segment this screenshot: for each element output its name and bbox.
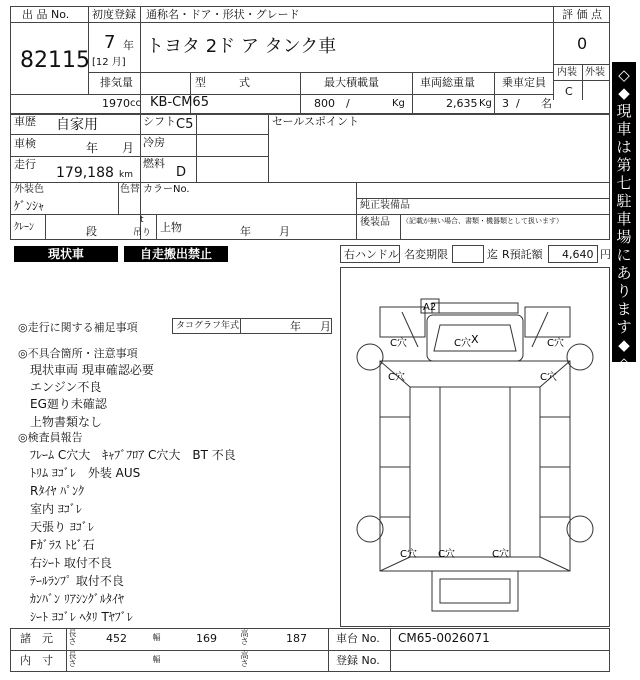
length-value: 452 [106,632,127,645]
model-label: 型 式 [195,76,250,89]
tacho-label: タコグラフ年式 [176,321,240,331]
name-change-box [452,245,484,263]
diagram-c-hole-7: C穴 [438,549,455,560]
crane-stage: 段 [86,225,97,238]
capacity-unit: 名 [541,97,552,110]
width-label: 幅 [152,633,161,642]
max-load-label: 最大積載量 [324,76,379,89]
exterior-label: 外装 [585,67,605,78]
diagram-c-hole-4: C穴 [388,372,405,383]
list-item: ｼｰﾄ ﾖｺﾞﾚ ﾍﾀﾘ Tﾔﾌﾞﾚ [30,610,133,624]
first-reg-year-unit: 年 [123,39,134,52]
supplement-label: ◎走行に関する補足事項 [18,321,138,334]
upper-month-unit: 月 [279,225,290,238]
score-label: 評 価 点 [562,8,602,21]
lot-label: 出 品 No. [22,8,70,21]
inner-length-label: 長さ [68,651,77,668]
interior-grade: C [565,85,573,98]
recycle-amount: 4,640 [562,248,594,261]
defects-label: ◎不具合箇所・注意事項 [18,347,138,360]
diagram-c-hole-2: C穴 [454,338,471,349]
gross-weight-unit: Kg [479,98,492,109]
name-change-label: 名変期限 [404,248,448,261]
inner-dims-label: 内 寸 [20,654,53,667]
tacho-month: 月 [320,320,331,333]
diagram-x-mark: X [471,333,479,346]
height-label: 高さ [240,629,249,646]
tacho-year: 年 [290,320,301,333]
interior-label: 内装 [557,67,577,78]
inspection-month-unit: 月 [122,141,135,155]
car-name: トヨタ 2ド ア タンク車 [146,36,337,57]
history-value: 自家用 [56,117,98,133]
mileage-value: 179,188 [56,165,114,181]
aftermarket-label: 後装品 [360,217,390,228]
chassis-value: CM65-0026071 [398,631,490,645]
as-is-badge: 現状車 [14,246,118,262]
list-item: Rﾀｲﾔ ﾊﾟﾝｸ [30,484,85,498]
displacement-unit: cc [130,98,141,109]
truck-outline-diagram [340,267,610,627]
genuine-equipment-label: 純正装備品 [360,200,410,211]
aircon-label: 冷房 [143,136,165,149]
first-reg-year: 7 [104,32,116,53]
upper-body-label: 上物 [160,221,182,234]
recycle-label: R預託額 [502,248,543,261]
upper-year-unit: 年 [240,225,251,238]
diagram-c-hole-1: C穴 [390,338,407,349]
car-name-label: 通称名・ドア・形状・グレード [146,8,300,21]
list-item: 室内 ﾖｺﾞﾚ [30,502,82,516]
list-item: ﾄﾘﾑ ﾖｺﾞﾚ 外装 AUS [30,466,141,480]
list-item: 上物書類なし [30,415,103,429]
capacity-value: 3 [502,97,509,110]
max-load-value: 800 [314,97,335,110]
inspector-label: ◎検査員報告 [18,431,83,444]
first-reg-label: 初度登録 [92,8,136,21]
diagram-a2-label: A2 [423,302,437,313]
max-load-unit: Kg [392,98,405,109]
diagram-c-hole-5: C穴 [540,372,557,383]
inner-height-label: 高さ [240,651,249,668]
crane-tonnage: t [140,215,144,225]
color-code-label: カラーNo. [143,184,190,195]
until-label: 迄 [487,248,498,261]
list-item: 右ｼｰﾄ 取付不良 [30,556,112,570]
displacement-label: 排気量 [100,76,133,89]
diagram-c-hole-8: C穴 [492,549,509,560]
aftermarket-note: （記載が無い場合、書類・機器類として扱います） [402,217,563,225]
list-item: ﾌﾚｰﾑ C穴大 ｷｬﾌﾞﾌﾛｱ C穴大 BT 不良 [30,448,236,462]
list-item: 現状車両 現車確認必要 [30,363,154,377]
score-value: 0 [577,34,588,53]
no-self-drive-badge: 自走搬出禁止 [124,246,228,262]
diagram-c-hole-6: C穴 [400,549,417,560]
list-item: ｶﾝﾊﾞﾝ ﾘｱｼﾝｸﾞﾙﾀｲﾔ [30,592,124,606]
yen-unit: 円 [600,248,611,261]
diagram-c-hole-3: C穴 [547,338,564,349]
capacity-slash: / [516,97,520,110]
gross-weight-value: 2,635 [446,97,478,110]
side-banner: ◇ ◆ 現 車 は 第 七 駐 車 場 に あ り ま す ◆ ◇ [612,62,636,362]
fuel-label: 燃料 [143,157,165,170]
capacity-label: 乗車定員 [502,76,546,89]
color-change-label: 色替 [120,184,140,195]
list-item: ﾃｰﾙﾗﾝﾌﾟ 取付不良 [30,574,124,588]
dims-label: 諸 元 [20,632,53,645]
inner-width-label: 幅 [152,655,161,664]
fuel-value: D [176,165,187,180]
sales-point-label: セールスポイント [272,115,360,128]
shift-value: C5 [176,117,194,132]
mileage-label: 走行 [14,158,36,171]
gross-weight-label: 車両総重量 [420,76,475,89]
list-item: エンジン不良 [30,380,102,394]
mileage-unit: km [119,170,133,180]
crane-hang: 吊り [133,228,152,238]
history-label: 車歴 [14,115,36,128]
list-item: Fｶﾞﾗｽ ﾄﾋﾞ石 [30,538,95,552]
first-reg-month: [12 月] [92,57,126,68]
color-label: 外装色 [14,184,44,195]
steering-value: 右ハンドル [344,248,399,261]
height-value: 187 [286,632,307,645]
inspection-label: 車検 [14,137,36,150]
list-item: 天張り ﾖｺﾞﾚ [30,520,94,534]
width-value: 169 [196,632,217,645]
color-value: ｹﾞﾝｼｬ [14,199,45,213]
chassis-label: 車台 No. [336,632,380,645]
crane-label: ｸﾚｰﾝ [14,222,34,233]
length-label: 長さ [68,629,77,646]
model-value: KB-CM65 [150,95,209,110]
list-item: EG廻り未確認 [30,397,107,411]
displacement-value: 1970 [102,97,130,110]
lot-number: 82115 [20,48,90,73]
shift-label: シフト [143,115,176,128]
registration-label: 登録 No. [336,654,380,667]
inspection-year-unit: 年 [86,141,99,155]
max-load-slash: / [346,97,350,110]
